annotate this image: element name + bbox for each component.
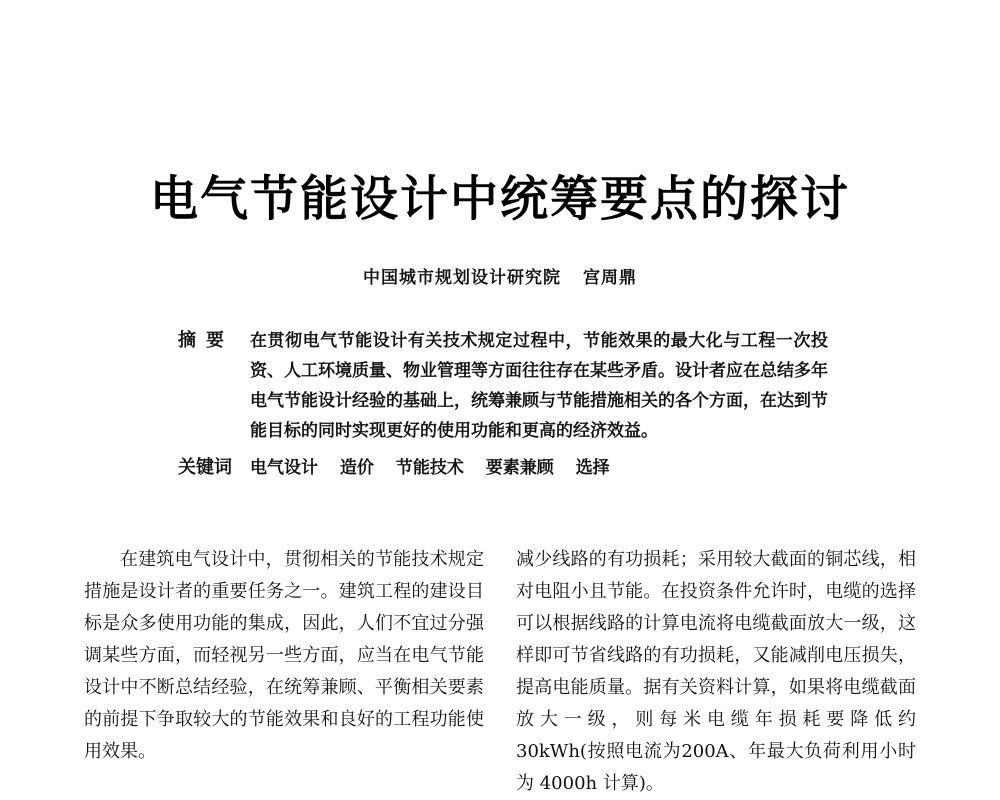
body-column-right — [516, 544, 916, 800]
abstract-label: 摘要 — [178, 330, 234, 351]
author-line — [0, 263, 1000, 288]
keyword: 节能技术 — [395, 458, 464, 478]
body-column-left — [84, 544, 484, 768]
keywords-label: 关键词 — [178, 457, 232, 478]
body-paragraph: 减少线路的有功损耗；采用较大截面的铜芯线，相对电阻小且节能。在投资条件允许时，电缆的选择可以根据线路的计算电流将电缆截面放大一级，这样即可节省线路的有功损耗，又能减削电压损失，提高电能质量。据有关资料计算，如果将电缆截面放大一级，则每米电缆年损耗要降低约 30kWh(按照电流为200A、年最大负荷利用小时为 4000h 计算)。 — [516, 549, 916, 794]
keywords-section — [178, 453, 828, 478]
paper-title: 电气节能设计中统筹要点的探讨 — [149, 171, 850, 227]
abstract-section — [178, 326, 828, 446]
keyword: 造价 — [339, 458, 374, 478]
keywords-list — [250, 453, 828, 478]
author-affiliation: 中国城市规划设计研究院 — [363, 268, 561, 288]
keyword: 选择 — [575, 458, 610, 478]
body-paragraph: 在建筑电气设计中，贯彻相关的节能技术规定措施是设计者的重要任务之一。建筑工程的建设目标是众多使用功能的集成，因此，人们不宜过分强调某些方面，而轻视另一些方面，应当在电气节能设计中不断总结经验，在统筹兼顾、平衡相关要素的前提下争取较大的节能效果和良好的工程功能使用效果。 — [84, 549, 484, 762]
abstract-text: 在贯彻电气节能设计有关技术规定过程中，节能效果的最大化与工程一次投资、人工环境质量、物业管理等方面往往存在某些矛盾。设计者应在总结多年电气节能设计经验的基础上，统筹兼顾与节能措施相关的各个方面，在达到节能目标的同时实现更好的使用功能和更高的经济效益。 — [250, 331, 828, 441]
author-name: 宫周鼎 — [583, 268, 637, 288]
keyword: 要素兼顾 — [485, 458, 554, 478]
keyword: 电气设计 — [250, 458, 318, 478]
